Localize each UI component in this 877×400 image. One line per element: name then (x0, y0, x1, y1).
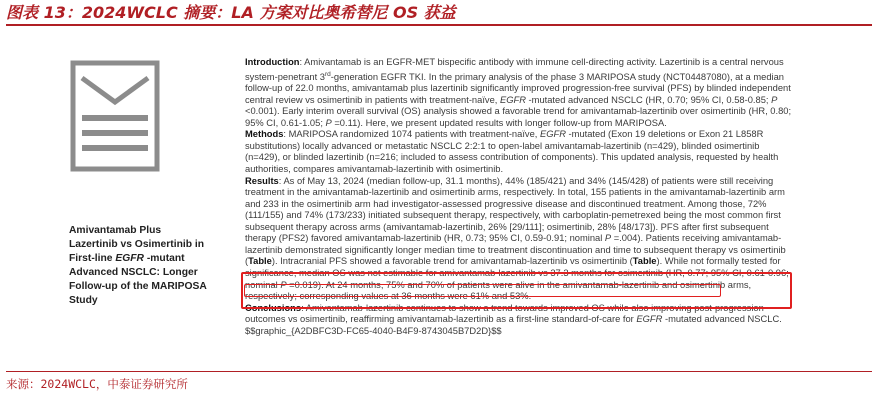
conclusions-paragraph (245, 303, 793, 338)
study-title (69, 224, 209, 308)
results-paragraph (245, 176, 793, 303)
source-note: 来源：2024WCLC，中泰证券研究所 (6, 377, 188, 391)
study-title-part: -mutant Advanced NSCLC: Longer Follow-up of the MARIPOSA Study (69, 253, 207, 306)
text-run: =0.019). At 24 months, 75% and 70% of patients were alive in the amivantamab-lazertinib and osimertinib arms, respectively; corresponding values at 36 months were 61% and 53%. (245, 279, 752, 302)
figure-title: 图表 13：2024WCLC 摘要：LA 方案对比奥希替尼 OS 获益 (6, 3, 456, 22)
text-run: : MARIPOSA randomized 1074 patients with treatment-naïve, (283, 129, 540, 140)
text-run: : As of May 13, 2024 (median follow-up, 31.1 months), 44% (185/421) and 34% (145/428) of patients were still receiving treatment in the amivantamab-lazertinib and osimertinib arms, respectively. In total, 155 patients in the amivantamab-lazertinib arm and 233 in the osimertinib arm had investigator-assessed progressive disease and discontinued treatment. Among those, 72% (111/155) and 74% (173/233) initiated subsequent therapy, respectively, with carboplatin-pemetrexed being the most common first subsequent therapy across arms (amivantamab-lazertinib, 26% [29/111]; osimertinib, 28% [48/173]). PFS after first subsequent therapy (PFS2) favored amivantamab-lazertinib (HR, 0.73; 95% CI, 0.59-0.91; nominal (245, 175, 785, 244)
p-symbol: P (604, 233, 612, 244)
title-rule (6, 24, 872, 26)
results-heading: Results (245, 175, 279, 186)
gene-name: EGFR (499, 94, 526, 105)
text-run: : Amivantamab-lazertinib continues to show a trend towards improved OS while also improving post-progression outcomes vs osimertinib, reaffirming amivantamab-lazertinib as a first-line standard-of-care for (245, 302, 764, 325)
text-run: -mutated advanced NSCLC (HR, 0.70; 95% CI, 0.58-0.85; (525, 94, 772, 105)
text-run: ). Intracranial PFS showed a favorable trend for amivantamab-lazertinib vs osimertinib ( (271, 256, 633, 267)
introduction-paragraph (245, 57, 793, 129)
gene-name: EGFR (539, 129, 566, 140)
text-run: -mutated advanced NSCLC. (662, 314, 782, 325)
text-run: : Amivantamab is an EGFR-MET bispecific antibody with immune cell-directing activity. Lazertinib is a central nervous system-penetrant 3 (245, 57, 784, 82)
text-run: -mutated (Exon 19 deletions or Exon 21 L858R substitutions) locally advanced or metastatic NSCLC 2:2:1 to open-label amivantamab-lazertinib (n=429), blinded osimertinib (n=429), or blinded lazertinib (n=216; included to assess contribution of components). This updated analysis, requested by health authorities, compares amivantamab-lazertinib with osimertinib. (245, 129, 779, 175)
p-symbol: P (771, 94, 778, 105)
table-reference: Table (248, 256, 272, 267)
study-title-gene: EGFR (115, 253, 144, 264)
text-run: -generation EGFR TKI. In the primary analysis of the phase 3 MARIPOSA study (NCT04487080), at a median follow-up of 22.0 months, amivantamab plus lazertinib significantly improved progression-free survival (PFS) by blinded independent central review vs osimertinib in patients with treatment-naïve, (245, 71, 791, 105)
source-rule (6, 371, 872, 372)
text-run: =0.11). Here, we present updated results with longer follow-up from MARIPOSA. (331, 117, 667, 128)
introduction-heading: Introduction (245, 57, 300, 67)
gene-name: EGFR (636, 314, 663, 325)
graphic-placeholder: $$graphic_{A2DBFC3D-FC65-4040-B4F9-8743045B7D2D}$$ (245, 325, 502, 336)
methods-heading: Methods (245, 129, 284, 140)
text-run: <0.001). Early interim overall survival (OS) analysis showed a favorable trend for amivantamab-lazertinib over osimertinib (HR, 0.80; 95% CI, 0.61-1.05; (245, 106, 792, 128)
p-symbol: P (325, 117, 332, 128)
document-icon (70, 60, 160, 172)
table-reference: Table (632, 256, 657, 267)
text-run: =.004). Patients receiving amivantamab-lazertinib demonstrated significantly longer median time to treatment discontinuation and time to subsequent therapy vs osimertinib ( (245, 233, 786, 267)
methods-paragraph (245, 129, 793, 175)
superscript: rd (324, 70, 331, 78)
text-run: ). While not formally tested for significance, median OS was not estimable for amivantamab-lazertinib vs 37.3 months for osimertinib (HR, 0.77; 95% CI, 0.61-0.96; nominal (245, 256, 789, 290)
p-symbol: P (280, 279, 287, 290)
abstract-text (245, 57, 793, 337)
study-title-part: Amivantamab Plus Lazertinib vs Osimertinib in First-line (69, 225, 205, 264)
conclusions-heading: Conclusions (245, 302, 302, 313)
